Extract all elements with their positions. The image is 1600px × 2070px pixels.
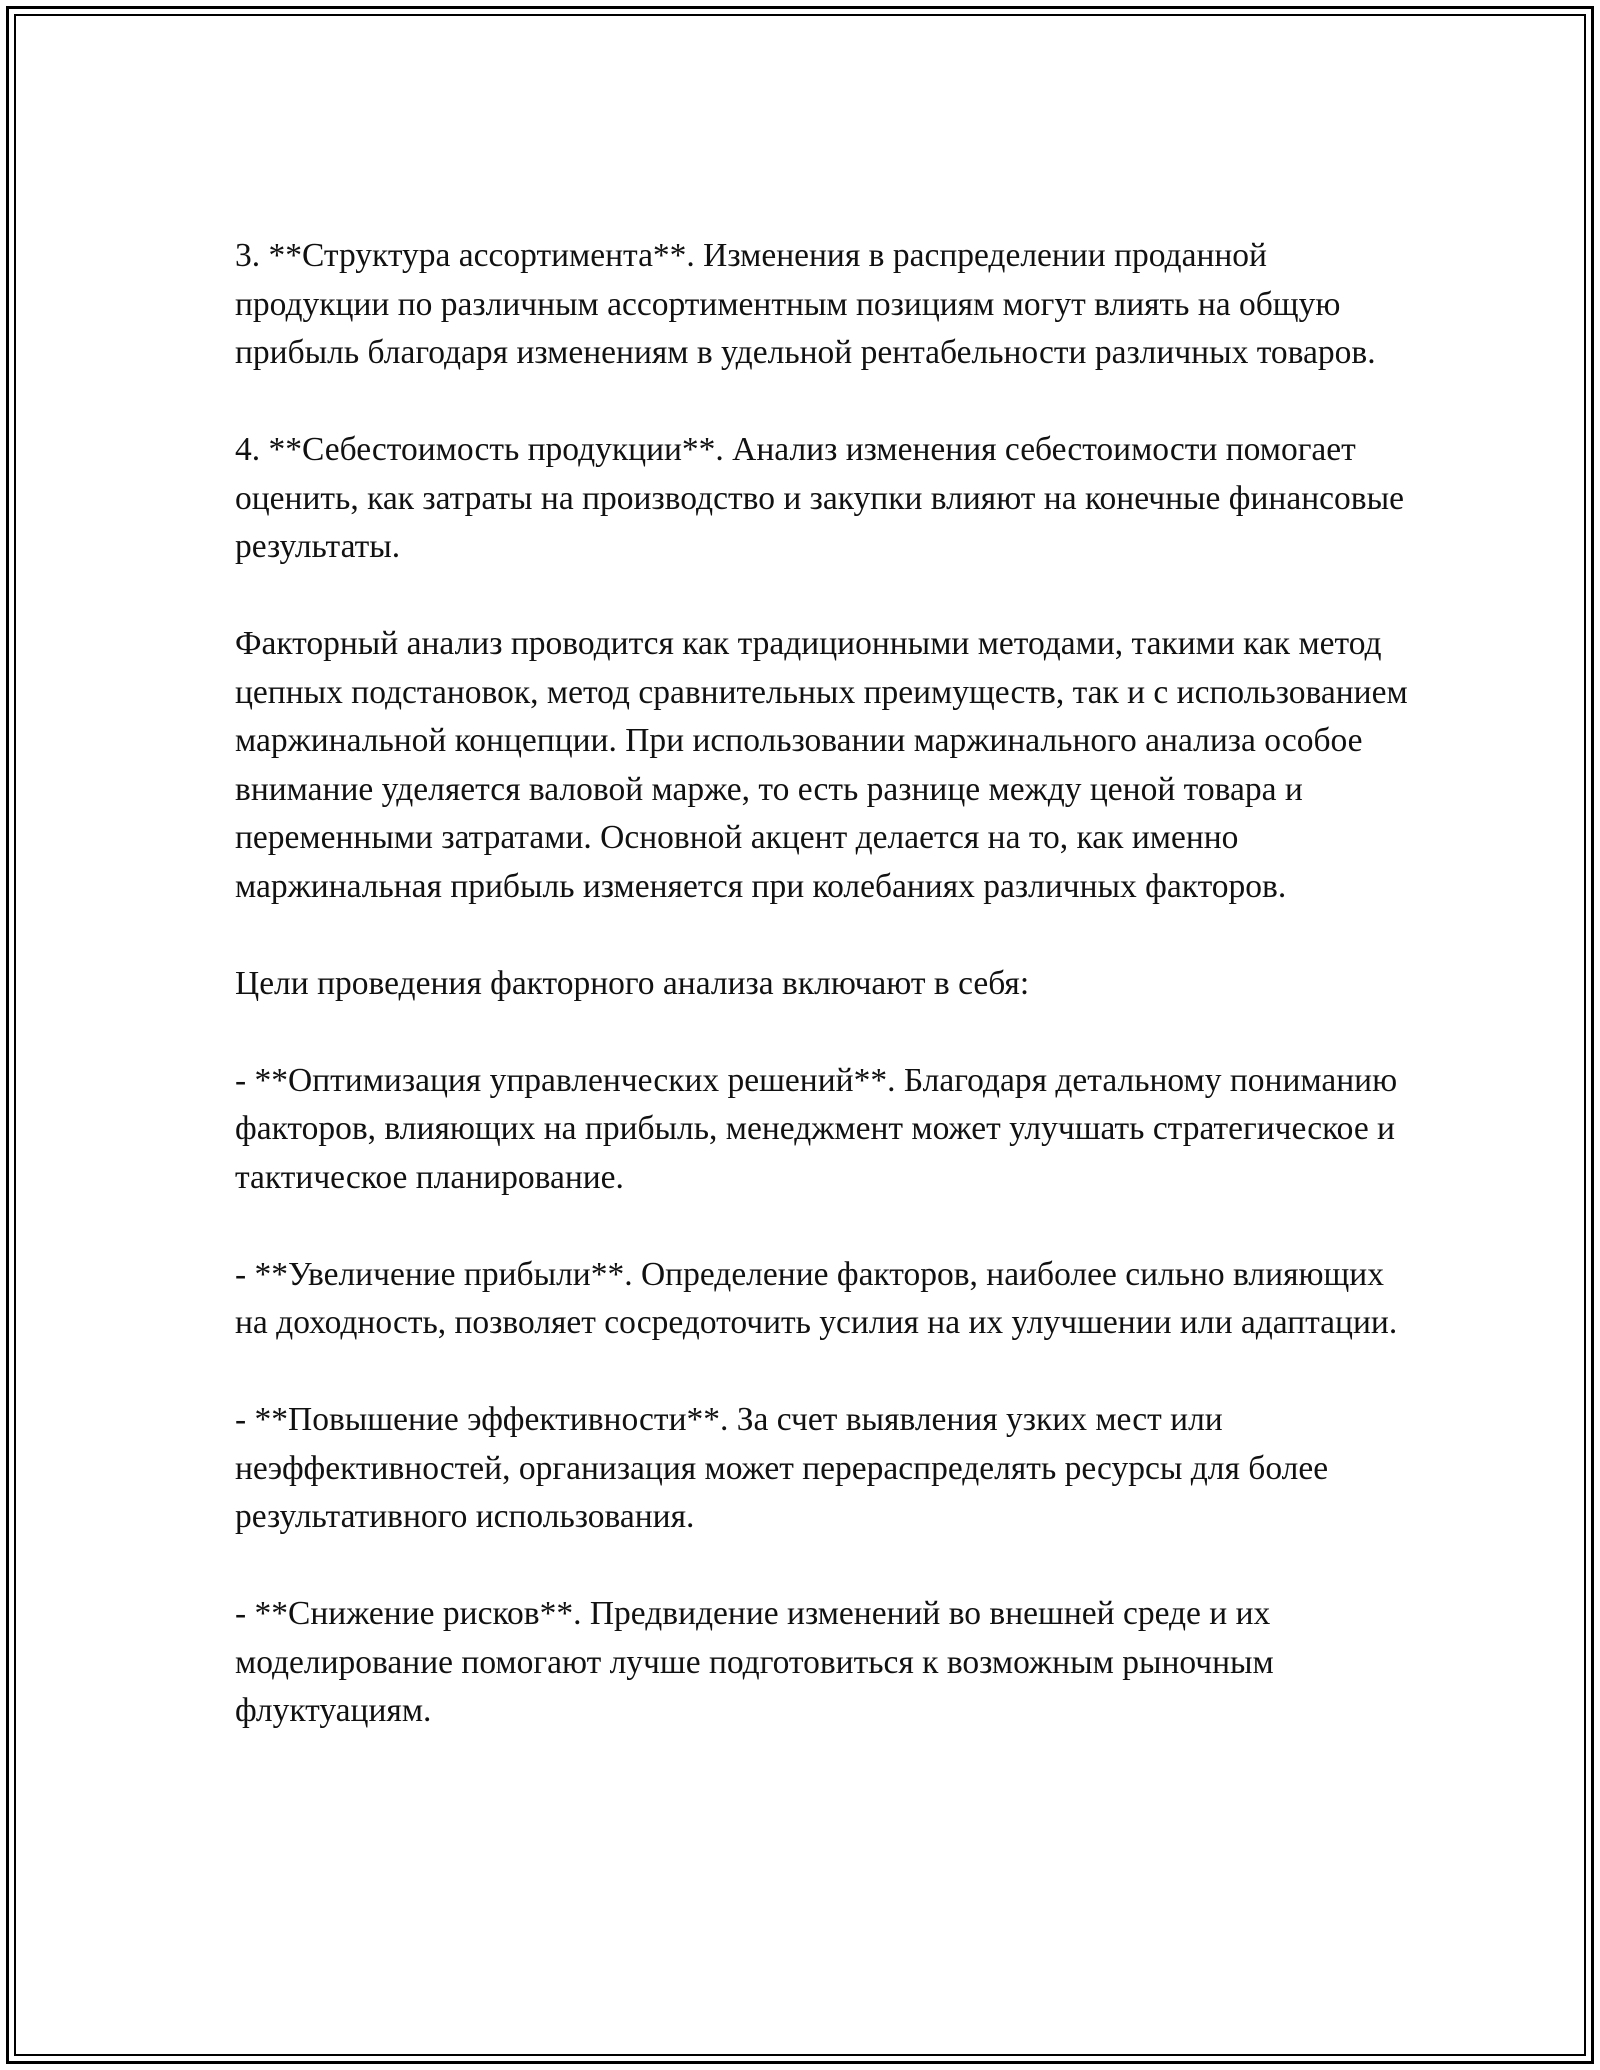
list-item-profit-increase: - **Увеличение прибыли**. Определение факторов, наиболее сильно влияющих на доходность, позволяет сосредоточить усилия на их улучшении или адаптации. <box>235 1255 1398 1341</box>
paragraph-assortment-structure: 3. **Структура ассортимента**. Изменения в распределении проданной продукции по различным ассортиментным позициям могут влиять на общую прибыль благодаря изменениям в удельной рентабельности различных товаров. <box>235 237 1376 371</box>
document-body <box>235 232 1415 1736</box>
paragraph-production-cost: 4. **Себестоимость продукции**. Анализ изменения себестоимости помогает оценить, как затраты на производство и закупки влияют на конечные финансовые результаты. <box>235 431 1404 565</box>
paragraph-analysis-goals-intro: Цели проведения факторного анализа включают в себя: <box>235 964 1030 1002</box>
list-item-efficiency-increase: - **Повышение эффективности**. За счет выявления узких мест или неэффективностей, организация может перераспределять ресурсы для более результативного использования. <box>235 1401 1329 1535</box>
list-item-management-decisions: - **Оптимизация управленческих решений**. Благодаря детальному пониманию факторов, влияющих на прибыль, менеджмент может улучшать стратегическое и тактическое планирование. <box>235 1061 1398 1196</box>
list-item-risk-reduction: - **Снижение рисков**. Предвидение изменений во внешней среде и их моделирование помогают лучше подготовиться к возможным рыночным флуктуациям. <box>235 1595 1274 1729</box>
paragraph-factor-analysis-methods: Факторный анализ проводится как традиционными методами, такими как метод цепных подстановок, метод сравнительных преимуществ, так и с использованием маржинальной концепции. При использовании маржинального анализа особое внимание уделяется валовой марже, то есть разнице между ценой товара и переменными затратами. Основной акцент делается на то, как именно маржинальная прибыль изменяется при колебаниях различных факторов. <box>235 625 1408 905</box>
